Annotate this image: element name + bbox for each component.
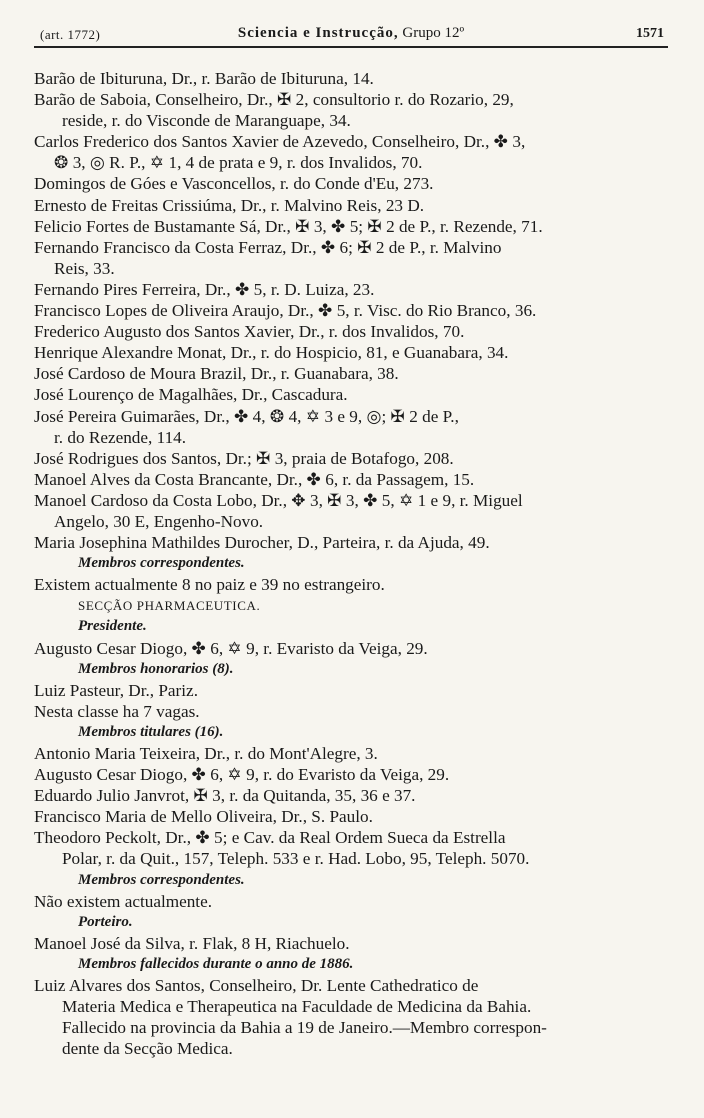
text-line: Manoel Alves da Costa Brancante, Dr., ✤ 6, r. da Passagem, 15. xyxy=(34,469,475,489)
text-line: Barão de Ibituruna, Dr., r. Barão de Ibituruna, 14. xyxy=(34,69,374,88)
article-reference: (art. 1772) xyxy=(40,27,101,42)
section-heading: Membros fallecidos durante o anno de 1886. xyxy=(78,955,354,972)
text-line: Augusto Cesar Diogo, ✤ 6, ✡ 9, r. Evaristo da Veiga, 29. xyxy=(34,638,428,658)
text-line: dente da Secção Medica. xyxy=(62,1039,233,1059)
text-line: Carlos Frederico dos Santos Xavier de Azevedo, Conselheiro, Dr., ✤ 3, xyxy=(34,132,526,152)
text-line: Angelo, 30 E, Engenho-Novo. xyxy=(54,511,264,531)
text-line: ❂ 3, ◎ R. P., ✡ 1, 4 de prata e 9, r. dos Invalidos, 70. xyxy=(54,153,423,173)
text-line: r. do Rezende, 114. xyxy=(54,427,187,447)
text-line: Henrique Alexandre Monat, Dr., r. do Hospicio, 81, e Guanabara, 34. xyxy=(34,343,509,363)
section-heading: Membros titulares (16). xyxy=(78,723,224,740)
text-line: Theodoro Peckolt, Dr., ✤ 5; e Cav. da Real Ordem Sueca da Estrella xyxy=(34,828,506,848)
text-line: Maria Josephina Mathildes Durocher, D., Parteira, r. da Ajuda, 49. xyxy=(34,533,490,553)
text-line: Fernando Francisco da Costa Ferraz, Dr., ✤ 6; ✠ 2 de P., r. Malvino xyxy=(34,237,502,257)
text-line: Eduardo Julio Janvrot, ✠ 3, r. da Quitanda, 35, 36 e 37. xyxy=(34,786,416,806)
text-line: Fernando Pires Ferreira, Dr., ✤ 5, r. D. Luiza, 23. xyxy=(34,279,375,299)
section-heading: Membros correspondentes. xyxy=(78,555,245,572)
text-line: Frederico Augusto dos Santos Xavier, Dr., r. dos Invalidos, 70. xyxy=(34,322,465,342)
section-heading: Membros honorarios (8). xyxy=(78,660,234,677)
text-line: Manoel Cardoso da Costa Lobo, Dr., ✥ 3, ✠ 3, ✤ 5, ✡ 1 e 9, r. Miguel xyxy=(34,490,523,510)
text-body xyxy=(34,68,670,1059)
page-number: 1571 xyxy=(636,26,664,41)
section-heading: Membros correspondentes. xyxy=(78,871,245,888)
text-line: Reis, 33. xyxy=(54,258,115,278)
text-line: Luiz Alvares dos Santos, Conselheiro, Dr. Lente Cathedratico de xyxy=(34,976,479,996)
text-line: Domingos de Góes e Vasconcellos, r. do Conde d'Eu, 273. xyxy=(34,174,434,194)
text-line: Antonio Maria Teixeira, Dr., r. do Mont'Alegre, 3. xyxy=(34,744,378,763)
text-line: Materia Medica e Therapeutica na Faculdade de Medicina da Bahia. xyxy=(62,997,532,1017)
text-line: Manoel José da Silva, r. Flak, 8 H, Riachuelo. xyxy=(34,933,350,953)
section-heading: SECÇÃO PHARMACEUTICA. xyxy=(78,598,261,614)
text-line: José Cardoso de Moura Brazil, Dr., r. Guanabara, 38. xyxy=(34,364,399,384)
text-line: Felicio Fortes de Bustamante Sá, Dr., ✠ 3, ✤ 5; ✠ 2 de P., r. Rezende, 71. xyxy=(34,216,543,236)
text-line: Polar, r. da Quit., 157, Teleph. 533 e r. Had. Lobo, 95, Teleph. 5070. xyxy=(62,849,530,869)
text-line: Nesta classe ha 7 vagas. xyxy=(34,701,200,721)
section-heading: Porteiro. xyxy=(78,913,133,930)
text-line: Barão de Saboia, Conselheiro, Dr., ✠ 2, consultorio r. do Rozario, 29, xyxy=(34,90,514,110)
text-line: reside, r. do Visconde de Maranguape, 34. xyxy=(62,111,351,131)
text-line: Francisco Maria de Mello Oliveira, Dr., S. Paulo. xyxy=(34,807,373,827)
page-title-rest: Grupo 12º xyxy=(398,25,465,41)
text-line: Ernesto de Freitas Crissiúma, Dr., r. Malvino Reis, 23 D. xyxy=(34,195,425,215)
text-line: Existem actualmente 8 no paiz e 39 no estrangeiro. xyxy=(34,575,385,595)
text-line: Não existem actualmente. xyxy=(34,891,213,911)
text-line: Francisco Lopes de Oliveira Araujo, Dr., ✤ 5, r. Visc. do Rio Branco, 36. xyxy=(34,301,537,321)
text-line: José Lourenço de Magalhães, Dr., Cascadura. xyxy=(34,385,348,405)
text-line: José Rodrigues dos Santos, Dr.; ✠ 3, praia de Botafogo, 208. xyxy=(34,448,454,468)
section-heading: Presidente. xyxy=(78,618,147,635)
text-line: Augusto Cesar Diogo, ✤ 6, ✡ 9, r. do Evaristo da Veiga, 29. xyxy=(34,765,450,785)
text-line: Fallecido na provincia da Bahia a 19 de Janeiro.—Membro correspon- xyxy=(62,1018,547,1038)
text-line: José Pereira Guimarães, Dr., ✤ 4, ❂ 4, ✡ 3 e 9, ◎; ✠ 2 de P., xyxy=(34,406,459,426)
page-title xyxy=(34,25,668,42)
page-title-bold: Sciencia e Instrucção, xyxy=(237,25,399,41)
running-header xyxy=(34,24,668,48)
text-line: Luiz Pasteur, Dr., Pariz. xyxy=(34,680,198,700)
